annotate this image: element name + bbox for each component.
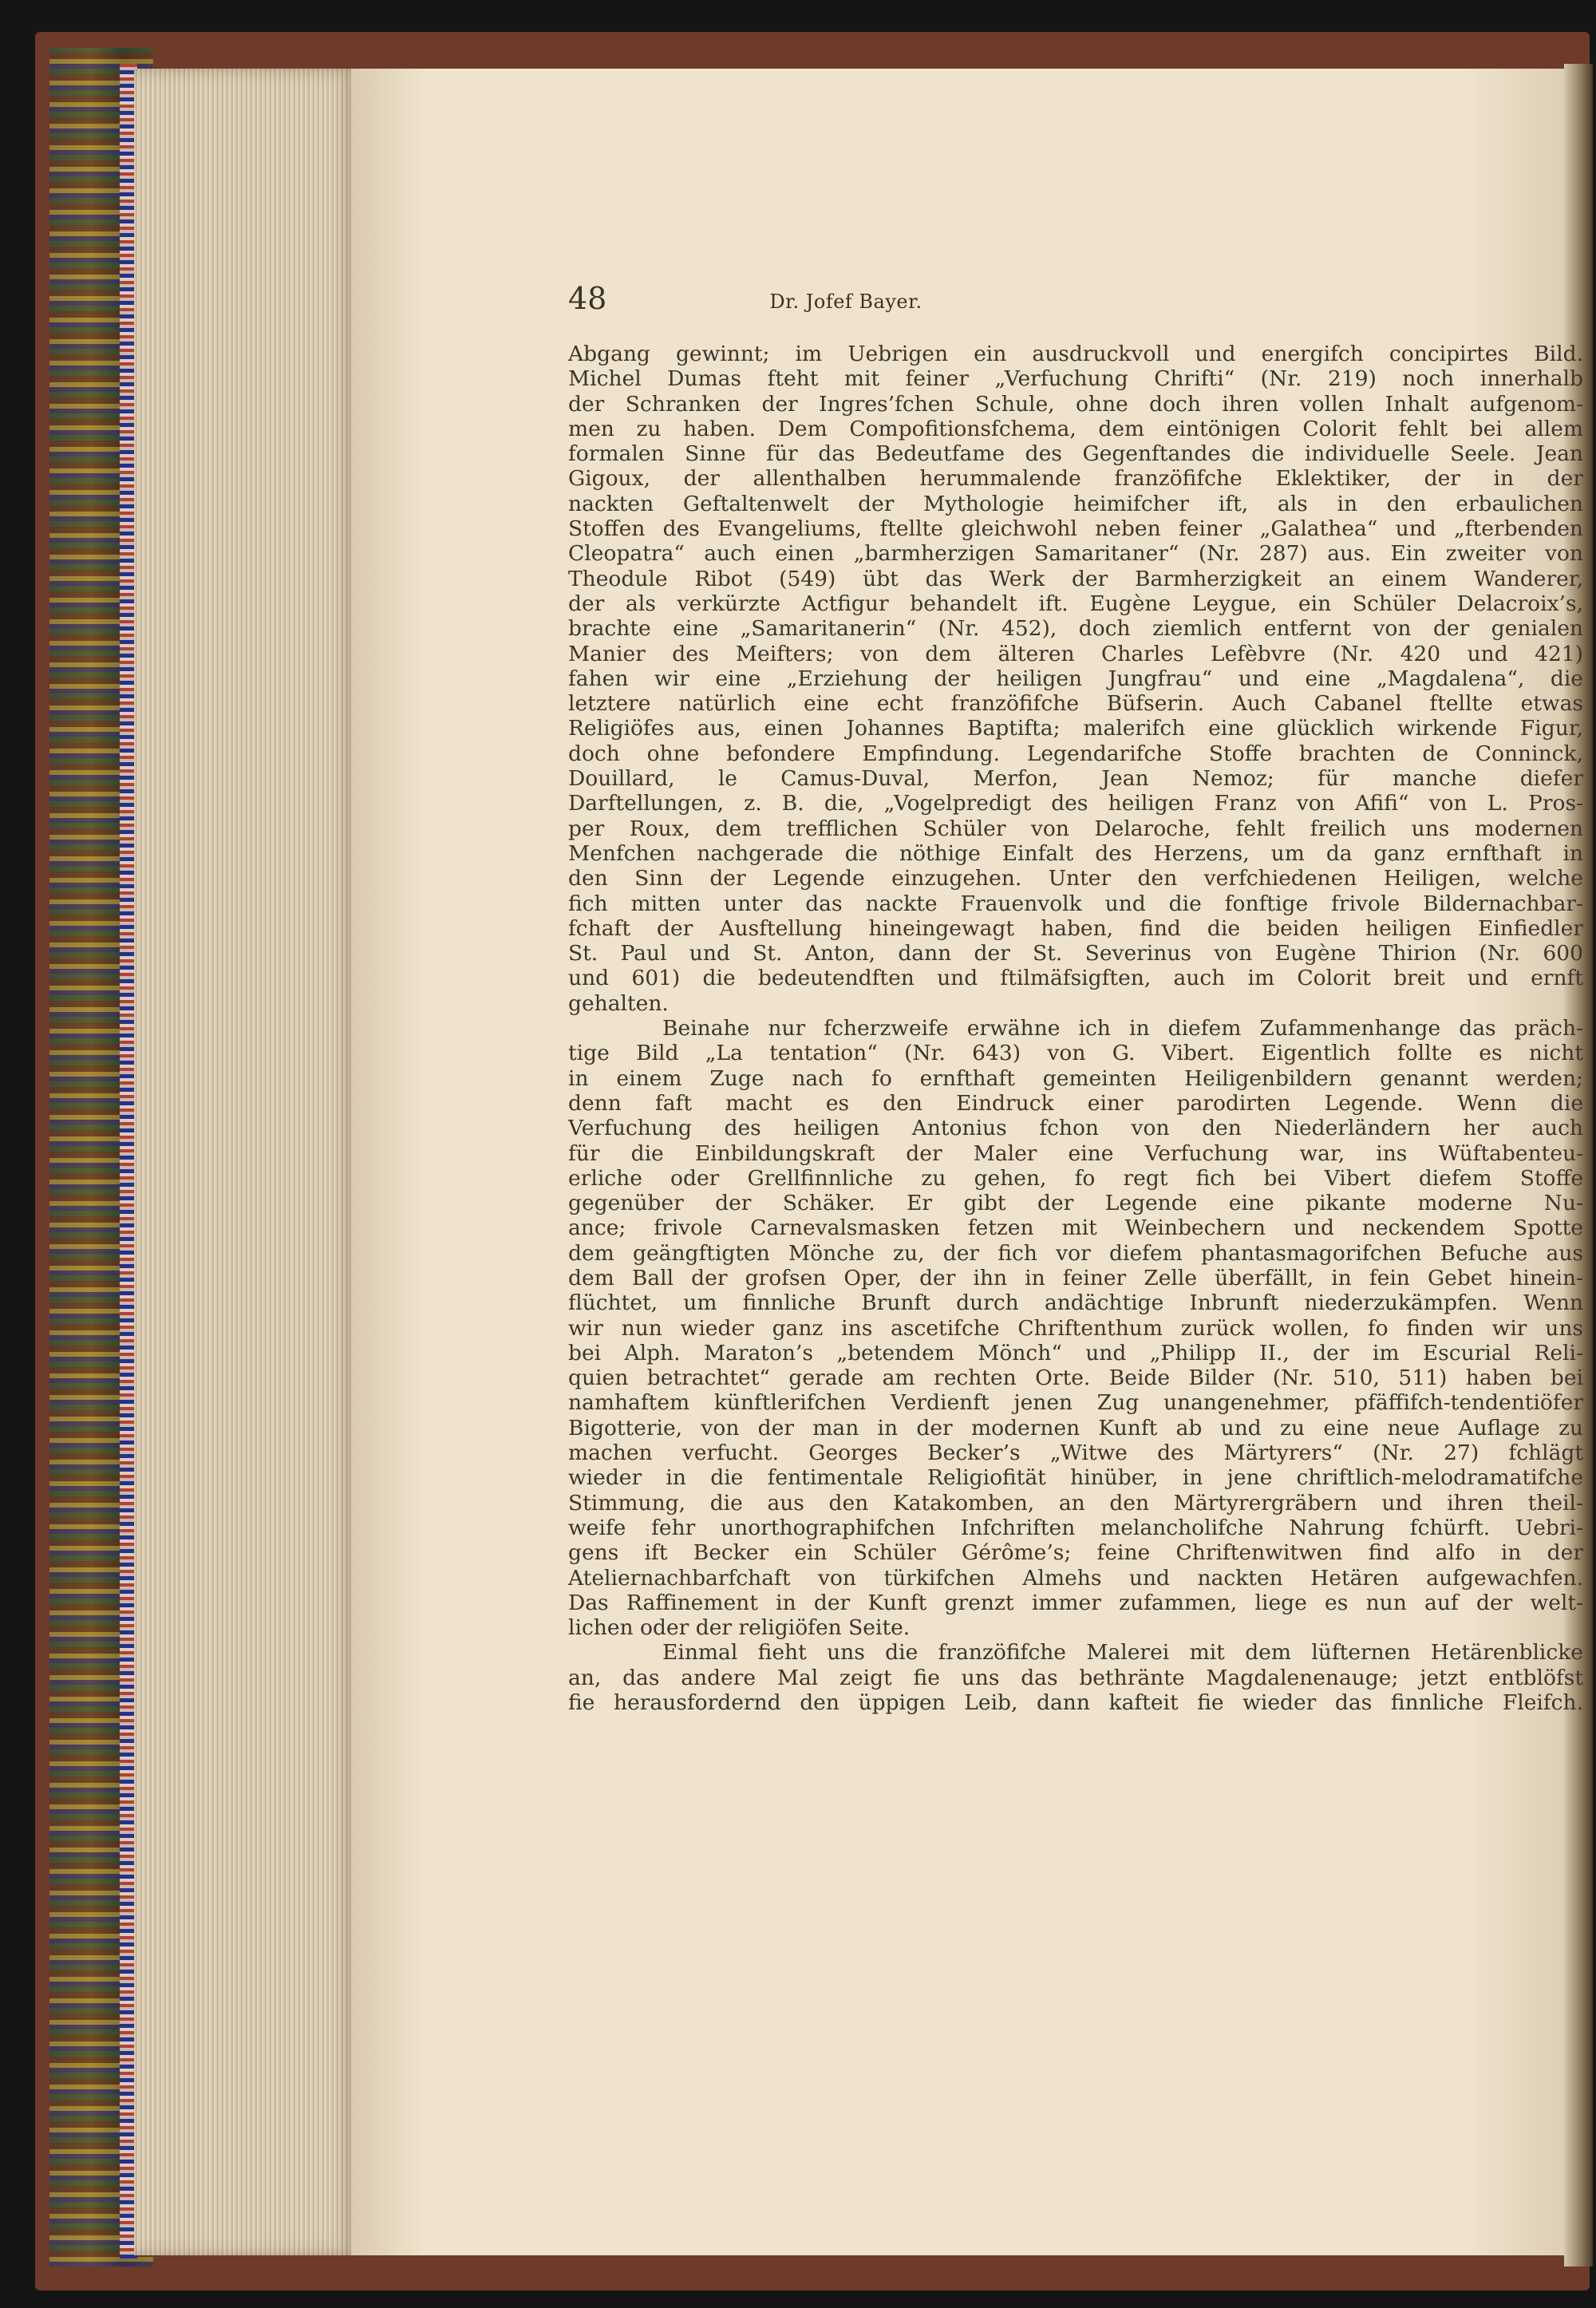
- text-line: Menfchen nachgerade die nöthige Einfalt des Herzens, um da ganz ernfthaft in: [568, 840, 1583, 866]
- text-line: dem Ball der grofsen Oper, der ihn in feiner Zelle überfällt, in fein Gebet hinein-: [568, 1265, 1583, 1290]
- text-line: Abgang gewinnt; im Uebrigen ein ausdruckvoll und energifch concipirtes Bild.: [568, 342, 1583, 366]
- paragraph-start: Beinahe nur fcherzweife erwähne ich in diefem Zufammenhange das präch-: [662, 1016, 1583, 1041]
- text-line: fich mitten unter das nackte Frauenvolk und die fonftige frivole Bildernachbar-: [568, 891, 1583, 916]
- body-text: [568, 342, 1583, 1715]
- text-line: brachte eine „Samaritanerin“ (Nr. 452), doch ziemlich entfernt von der genialen: [568, 616, 1583, 642]
- text-line: Theodule Ribot (549) übt das Werk der Barmherzigkeit an einem Wanderer,: [568, 566, 1583, 591]
- text-line: den Sinn der Legende einzugehen. Unter den verfchiedenen Heiligen, welche: [568, 866, 1583, 891]
- text-line: weife fehr unorthographifchen Infchriften melancholifche Nahrung fchürft. Uebri-: [568, 1515, 1583, 1540]
- text-line: ance; frivole Carnevalsmasken fetzen mit Weinbechern und neckendem Spotte: [568, 1215, 1583, 1241]
- text-line: gegenüber der Schäker. Er gibt der Legende eine pikante moderne Nu-: [568, 1191, 1583, 1216]
- text-line: lichen oder der religiöfen Seite.: [568, 1615, 911, 1641]
- text-line: Ateliernachbarfchaft von türkifchen Almehs und nackten Hetären aufgewachfen.: [568, 1565, 1583, 1591]
- text-line: Michel Dumas fteht mit feiner „Verfuchung Chrifti“ (Nr. 219) noch innerhalb: [568, 366, 1583, 392]
- text-line: an, das andere Mal zeigt fie uns das bethränte Magdalenenauge; jetzt entblöfst: [568, 1665, 1583, 1690]
- text-line: Stimmung, die aus den Katakomben, an den Märtyrergräbern und ihren theil-: [568, 1490, 1583, 1516]
- text-line: und 601) die bedeutendften und ftilmäfsigften, auch im Colorit breit und ernft: [568, 966, 1583, 991]
- text-line: letztere natürlich eine echt franzöfifche Büfserin. Auch Cabanel ftellte etwas: [568, 691, 1583, 717]
- running-head: Dr. Jofef Bayer.: [769, 290, 922, 313]
- text-line: denn faft macht es den Eindruck einer parodirten Legende. Wenn die: [568, 1090, 1583, 1116]
- page-number: 48: [568, 281, 607, 316]
- page-stack: [134, 69, 358, 2255]
- text-line: quien betrachtet“ gerade am rechten Orte. Beide Bilder (Nr. 510, 511) haben bei: [568, 1365, 1583, 1391]
- text-line: Darftellungen, z. B. die, „Vogelpredigt des heiligen Franz von Afifi“ von L. Pros-: [568, 791, 1583, 816]
- text-line: doch ohne befondere Empfindung. Legendarifche Stoffe brachten de Conninck,: [568, 741, 1583, 766]
- text-line: fahen wir eine „Erziehung der heiligen Jungfrau“ und eine „Magdalena“, die: [568, 666, 1583, 691]
- text-line: gehalten.: [568, 990, 669, 1016]
- text-line: Manier des Meifters; von dem älteren Charles Lefèbvre (Nr. 420 und 421): [568, 641, 1583, 666]
- text-line: tige Bild „La tentation“ (Nr. 643) von G. Vibert. Eigentlich follte es nicht: [568, 1041, 1583, 1066]
- text-line: per Roux, dem trefflichen Schüler von Delaroche, fehlt freilich uns modernen: [568, 816, 1583, 841]
- text-line: dem geängftigten Mönche zu, der fich vor diefem phantasmagorifchen Befuche aus: [568, 1240, 1583, 1266]
- text-line: Verfuchung des heiligen Antonius fchon von den Niederländern her auch: [568, 1116, 1583, 1141]
- text-line: erliche oder Grellfinnliche zu gehen, fo regt fich bei Vibert diefem Stoffe: [568, 1165, 1583, 1191]
- text-line: men zu haben. Dem Compofitionsfchema, dem eintönigen Colorit fehlt bei allem: [568, 416, 1583, 441]
- text-line: St. Paul und St. Anton, dann der St. Severinus von Eugène Thirion (Nr. 600: [568, 941, 1583, 966]
- text-line: fie herausfordernd den üppigen Leib, dann kafteit fie wieder das finnliche Fleifch.: [568, 1690, 1583, 1716]
- text-line: Das Raffinement in der Kunft grenzt immer zufammen, liege es nun auf der welt-: [568, 1590, 1583, 1615]
- text-line: Stoffen des Evangeliums, ftellte gleichwohl neben feiner „Galathea“ und „fterbenden: [568, 516, 1583, 542]
- text-line: formalen Sinne für das Bedeutfame des Gegenftandes die individuelle Seele. Jean: [568, 441, 1583, 467]
- text-line: bei Alph. Maraton’s „betendem Mönch“ und „Philipp II., der im Escurial Reli-: [568, 1340, 1583, 1365]
- text-line: nackten Geftaltenwelt der Mythologie heimifcher ift, als in den erbaulichen: [568, 491, 1583, 516]
- text-line: Gigoux, der allenthalben herummalende franzöfifche Eklektiker, der in der: [568, 466, 1583, 492]
- text-line: gens ift Becker ein Schüler Gérôme’s; feine Chriftenwitwen find alfo in der: [568, 1540, 1583, 1566]
- text-line: der als verkürzte Actfigur behandelt ift. Eugène Leygue, ein Schüler Delacroix’s,: [568, 591, 1583, 616]
- text-line: fchaft der Ausftellung hineingewagt haben, find die beiden heiligen Einfiedler: [568, 915, 1583, 941]
- text-line: in einem Zuge nach fo ernfthaft gemeinten Heiligenbildern genannt werden;: [568, 1065, 1583, 1091]
- text-line: der Schranken der Ingres’fchen Schule, ohne doch ihren vollen Inhalt aufgenom-: [568, 391, 1583, 417]
- text-line: wir nun wieder ganz ins ascetifche Chriftenthum zurück wollen, fo finden wir uns: [568, 1315, 1583, 1341]
- paragraph-start: Einmal fieht uns die franzöfifche Malerei mit dem lüfternen Hetärenblicke: [662, 1640, 1583, 1666]
- text-line: Douillard, le Camus-Duval, Merfon, Jean Nemoz; für manche diefer: [568, 766, 1583, 792]
- text-line: Religiöfes aus, einen Johannes Baptifta; malerifch eine glücklich wirkende Figur,: [568, 716, 1583, 741]
- text-line: machen verfucht. Georges Becker’s „Witwe des Märtyrers“ (Nr. 27) fchlägt: [568, 1441, 1583, 1466]
- text-line: namhaftem künftlerifchen Verdienft jenen Zug unangenehmer, pfäffifch-tendentiöfer: [568, 1390, 1583, 1416]
- text-line: für die Einbildungskraft der Maler eine Verfuchung war, ins Wüftabenteu-: [568, 1140, 1583, 1166]
- text-line: wieder in die fentimentale Religiofität hinüber, in jene chriftlich-melodramatifche: [568, 1465, 1583, 1491]
- text-line: Cleopatra“ auch einen „barmherzigen Samaritaner“ (Nr. 287) aus. Ein zweiter von: [568, 541, 1583, 567]
- text-line: Bigotterie, von der man in der modernen Kunft ab und zu eine neue Auflage zu: [568, 1415, 1583, 1441]
- text-line: flüchtet, um finnliche Brunft durch andächtige Inbrunft niederzukämpfen. Wenn: [568, 1290, 1583, 1316]
